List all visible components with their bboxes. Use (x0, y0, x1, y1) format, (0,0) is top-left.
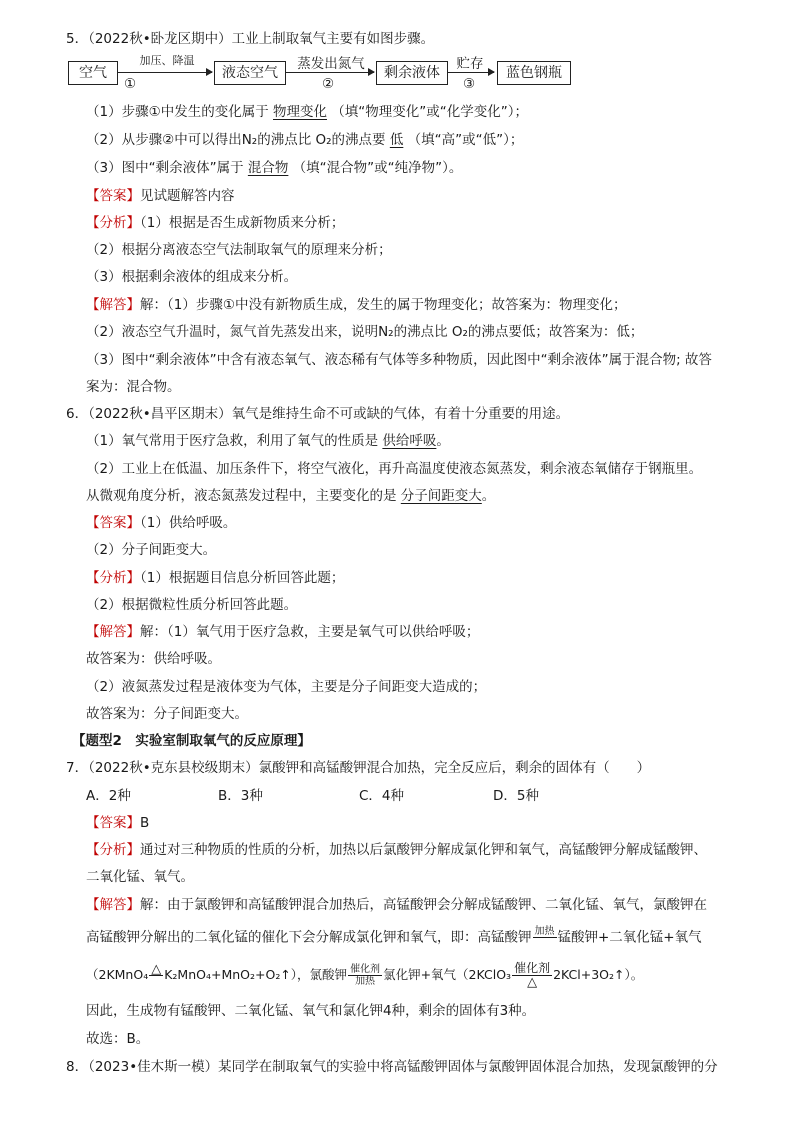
q5-subq1-hint: （填“物理变化”或“化学变化”）； (331, 104, 529, 120)
q5-analysis (86, 214, 344, 232)
flow-arrow-2 (286, 72, 374, 73)
reaction-condition-heat (533, 926, 557, 949)
q7-solution-2-text: 高锰酸钾分解出的二氧化锰的催化下会分解成氯化钾和氧气，即：高锰酸钾 (86, 929, 532, 946)
q6-solution (86, 623, 479, 641)
q5-answer (86, 187, 235, 205)
q7-analysis-2: 二氧化锰、氧气。 (86, 869, 194, 885)
flow-arrow2-bottom: ② (321, 76, 335, 92)
q7-solution-4: 因此，生成物有锰酸钾、二氧化锰、氧气和氯化钾4种，剩余的固体有3种。 (86, 1003, 536, 1019)
q5-solution-1: 解：（1）步骤①中没有新物质生成，发生的属于物理变化；故答案为：物理变化； (140, 297, 627, 313)
q5-subq1-answer: 物理变化 (273, 104, 327, 120)
q6-subq2b (86, 487, 495, 505)
flow-box-air: 空气 (68, 61, 118, 85)
section-heading: 【题型2 实验室制取氧气的反应原理】 (72, 733, 311, 749)
eq2-catalyst-label: 催化剂 (350, 964, 381, 975)
q6-analysis-1: （1）根据题目信息分析回答此题； (140, 570, 345, 586)
eq2-heat-label: 加热 (355, 976, 376, 987)
q7-analysis-1: 通过对三种物质的性质的分析，加热以后氯酸钾分解成氯化钾和氧气，高锰酸钾分解成锰酸钾、 (140, 842, 707, 858)
q6-solution-3: （2）液氮蒸发过程是液体变为气体，主要是分子间距变大造成的； (86, 679, 487, 695)
q7-solution-5: 故选：B。 (86, 1031, 150, 1047)
eq3-condition (512, 962, 552, 989)
eq3-catalyst-label: 催化剂 (514, 961, 551, 975)
analysis-tag: 【分析】 (86, 215, 140, 231)
q6-analysis-2: （2）根据微粒性质分析回答此题。 (86, 597, 298, 613)
flow-box-remaining-liquid: 剩余液体 (376, 61, 448, 85)
flow-box-liquid-air: 液态空气 (214, 61, 286, 85)
q6-subq2: （2）工业上在低温、加压条件下，将空气液化，再升高温度使液态氮蒸发，剩余液态氧储存于钢瓶里。 (86, 461, 703, 477)
q7-analysis (86, 841, 707, 859)
q5-solution-3a: （3）图中“剩余液体”中含有液态氧气、液态稀有气体等多种物质，因此图中“剩余液体”属于混合物; 故答 (86, 352, 712, 368)
q5-solution (86, 296, 626, 314)
flow-arrow3-bottom: ③ (462, 76, 476, 92)
q7-option-b: B．3种 (218, 788, 263, 804)
solution-tag: 【解答】 (86, 297, 140, 313)
q5-subq3 (86, 159, 462, 177)
q5-subq2-text: （2）从步骤②中可以得出N₂的沸点比 O₂的沸点要 (86, 132, 386, 148)
q7-solution-1: 解：由于氯酸钾和高锰酸钾混合加热后，高锰酸钾会分解成锰酸钾、二氧化锰、氧气，氯酸钾在 (140, 897, 707, 913)
q6-subq1-end: 。 (436, 433, 450, 449)
q6-solution-1: 解：（1）氧气用于医疗急救，主要是氧气可以供给呼吸； (140, 624, 480, 640)
eq3-delta-symbol: △ (527, 975, 538, 990)
q5-subq3-answer: 混合物 (247, 160, 289, 176)
q7-option-a: A．2种 (86, 788, 131, 804)
q6-subq1-answer: 供给呼吸 (382, 433, 437, 449)
q7-solution-2-products: 锰酸钾+二氧化锰+氧气 (557, 929, 702, 946)
q6-subq2b-answer: 分子间距变大 (400, 488, 482, 504)
q6-subq1-text: （1）氧气常用于医疗急救，利用了氧气的性质是 (86, 433, 379, 449)
eq2-condition (348, 964, 382, 987)
q7-stem: 7．（2022秋•克东县校级期末）氯酸钾和高锰酸钾混合加热，完全反应后，剩余的固体有（ ） (66, 760, 651, 776)
eq2-products: 氯化钾+氧气（2KClO₃ (383, 967, 512, 982)
flow-arrow2-top: 蒸发出氮气 (297, 56, 365, 72)
q6-analysis (86, 569, 344, 587)
q5-subq2-hint: （填“高”或“低”）； (407, 132, 524, 148)
q7-solution-2 (86, 926, 702, 949)
solution-tag: 【解答】 (86, 624, 140, 640)
q8-stem: 8．（2023•佳木斯一模）某同学在制取氧气的实验中将高锰酸钾固体与氯酸钾固体混合加热，发现氯酸钾的分 (66, 1059, 718, 1075)
q6-answer-1: （1）供给呼吸。 (140, 515, 237, 531)
q5-answer-text: 见试题解答内容 (140, 188, 235, 204)
flow-arrow1-bottom: ① (123, 76, 137, 92)
q6-solution-2: 故答案为：供给呼吸。 (86, 651, 221, 667)
eq1-reactant: （2KMnO₄ (86, 967, 149, 982)
q5-stem: 5．（2022秋•卧龙区期中）工业上制取氧气主要有如图步骤。 (66, 31, 435, 47)
q7-answer-text: B (140, 815, 150, 831)
q6-answer-2: （2）分子间距变大。 (86, 542, 217, 558)
analysis-tag: 【分析】 (86, 842, 140, 858)
q5-analysis-2: （2）根据分离液态空气法制取氧气的原理来分析； (86, 242, 392, 258)
flow-box-cylinder: 蓝色钢瓶 (497, 61, 571, 85)
answer-tag: 【答案】 (86, 815, 140, 831)
q7-option-d: D．5种 (493, 788, 539, 804)
q6-stem: 6．（2022秋•昌平区期末）氧气是维持生命不可或缺的气体，有着十分重要的用途。 (66, 406, 570, 422)
q5-subq2-answer: 低 (389, 132, 404, 148)
q5-subq2 (86, 131, 523, 149)
q5-subq1 (86, 103, 528, 121)
flow-arrow-3 (448, 72, 494, 73)
q5-analysis-1: （1）根据是否生成新物质来分析； (140, 215, 345, 231)
q7-equation-line (86, 962, 643, 989)
q6-subq1 (86, 432, 450, 450)
delta-symbol: △ (151, 962, 162, 977)
flow-arrow3-top: 贮存 (456, 56, 484, 72)
q7-answer (86, 814, 149, 832)
q7-solution (86, 896, 707, 914)
q5-subq3-text: （3）图中“剩余液体”属于 (86, 160, 244, 176)
answer-tag: 【答案】 (86, 188, 140, 204)
condition-heat-label: 加热 (534, 926, 555, 937)
q5-subq3-hint: （填“混合物”或“纯净物”）。 (292, 160, 463, 176)
analysis-tag: 【分析】 (86, 570, 140, 586)
q5-analysis-3: （3）根据剩余液体的组成来分析。 (86, 269, 298, 285)
q6-subq2b-end: 。 (481, 488, 496, 504)
q5-solution-3b: 案为：混合物。 (86, 379, 181, 395)
eq3-products: 2KCl+3O₂↑）。 (553, 967, 644, 982)
q7-option-c: C．4种 (359, 788, 405, 804)
solution-tag: 【解答】 (86, 897, 140, 913)
eq1-products: K₂MnO₄+MnO₂+O₂↑），氯酸钾 (164, 967, 348, 982)
flow-arrow-1 (118, 72, 212, 73)
answer-tag: 【答案】 (86, 515, 140, 531)
q6-solution-4: 故答案为：分子间距变大。 (86, 706, 248, 722)
q5-subq1-text: （1）步骤①中发生的变化属于 (86, 104, 269, 120)
q5-solution-2: （2）液态空气升温时，氮气首先蒸发出来，说明N₂的沸点比 O₂的沸点要低；故答案为：低； (86, 324, 644, 340)
q6-answer (86, 514, 236, 532)
flow-arrow1-top: 加压、降温 (139, 54, 195, 67)
eq1-condition (149, 964, 163, 987)
q6-subq2b-text: 从微观角度分析，液态氮蒸发过程中，主要变化的是 (86, 488, 397, 504)
